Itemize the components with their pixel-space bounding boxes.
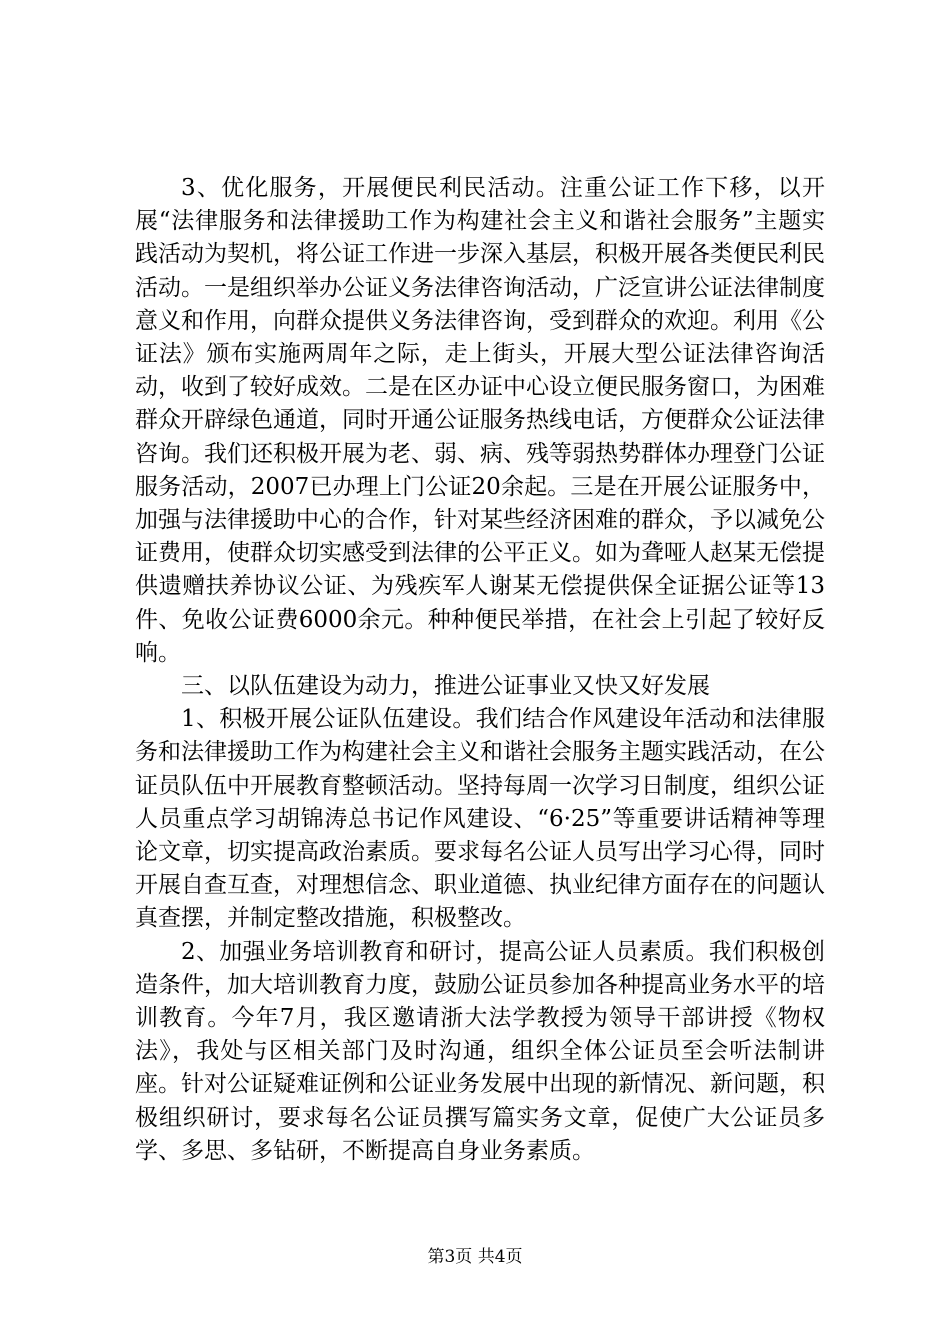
document-body — [135, 172, 825, 1168]
paragraph-training: 2、加强业务培训教育和研讨，提高公证人员素质。我们积极创造条件，加大培训教育力度，鼓励公证员参加各种提高业务水平的培训教育。今年7月，我区邀请浙大法学教授为领导干部讲授《物权法》，我处与区相关部门及时沟通，组织全体公证员至会听法制讲座。针对公证疑难证例和公证业务发展中出现的新情况、新问题，积极组织研讨，要求每名公证员撰写篇实务文章，促使广大公证员多学、多思、多钻研，不断提高自身业务素质。 — [135, 938, 825, 1164]
page-number-footer: 第3页 共4页 — [427, 1247, 523, 1267]
section-heading-team-building: 三、以队伍建设为动力，推进公证事业又快又好发展 — [181, 673, 710, 700]
paragraph-team-building: 1、积极开展公证队伍建设。我们结合作风建设年活动和法律服务和法律援助工作为构建社会主义和谐社会服务主题实践活动，在公证员队伍中开展教育整顿活动。坚持每周一次学习日制度，组织公证人员重点学习胡锦涛总书记作风建设、“6·25”等重要讲话精神等理论文章，切实提高政治素质。要求每名公证人员写出学习心得，同时开展自查互查，对理想信念、职业道德、执业纪律方面存在的问题认真查摆，并制定整改措施，积极整改。 — [135, 706, 825, 932]
paragraph-service-optimization: 3、优化服务，开展便民利民活动。注重公证工作下移，以开展“法律服务和法律援助工作为构建社会主义和谐社会服务”主题实践活动为契机，将公证工作进一步深入基层，积极开展各类便民利民活动。一是组织举办公证义务法律咨询活动，广泛宣讲公证法律制度意义和作用，向群众提供义务法律咨询，受到群众的欢迎。利用《公证法》颁布实施两周年之际，走上街头，开展大型公证法律咨询活动，收到了较好成效。二是在区办证中心设立便民服务窗口，为困难群众开辟绿色通道，同时开通公证服务热线电话，方便群众公证法律咨询。我们还积极开展为老、弱、病、残等弱热势群体办理登门公证服务活动，2007已办理上门公证20余起。三是在开展公证服务中，加强与法律援助中心的合作，针对某些经济困难的群众，予以减免公证费用，使群众切实感受到法律的公平正义。如为聋哑人赵某无偿提供遗赠扶养协议公证、为残疾军人谢某无偿提供保全证据公证等13件、免收公证费6000余元。种种便民举措，在社会上引起了较好反响。 — [135, 175, 825, 666]
